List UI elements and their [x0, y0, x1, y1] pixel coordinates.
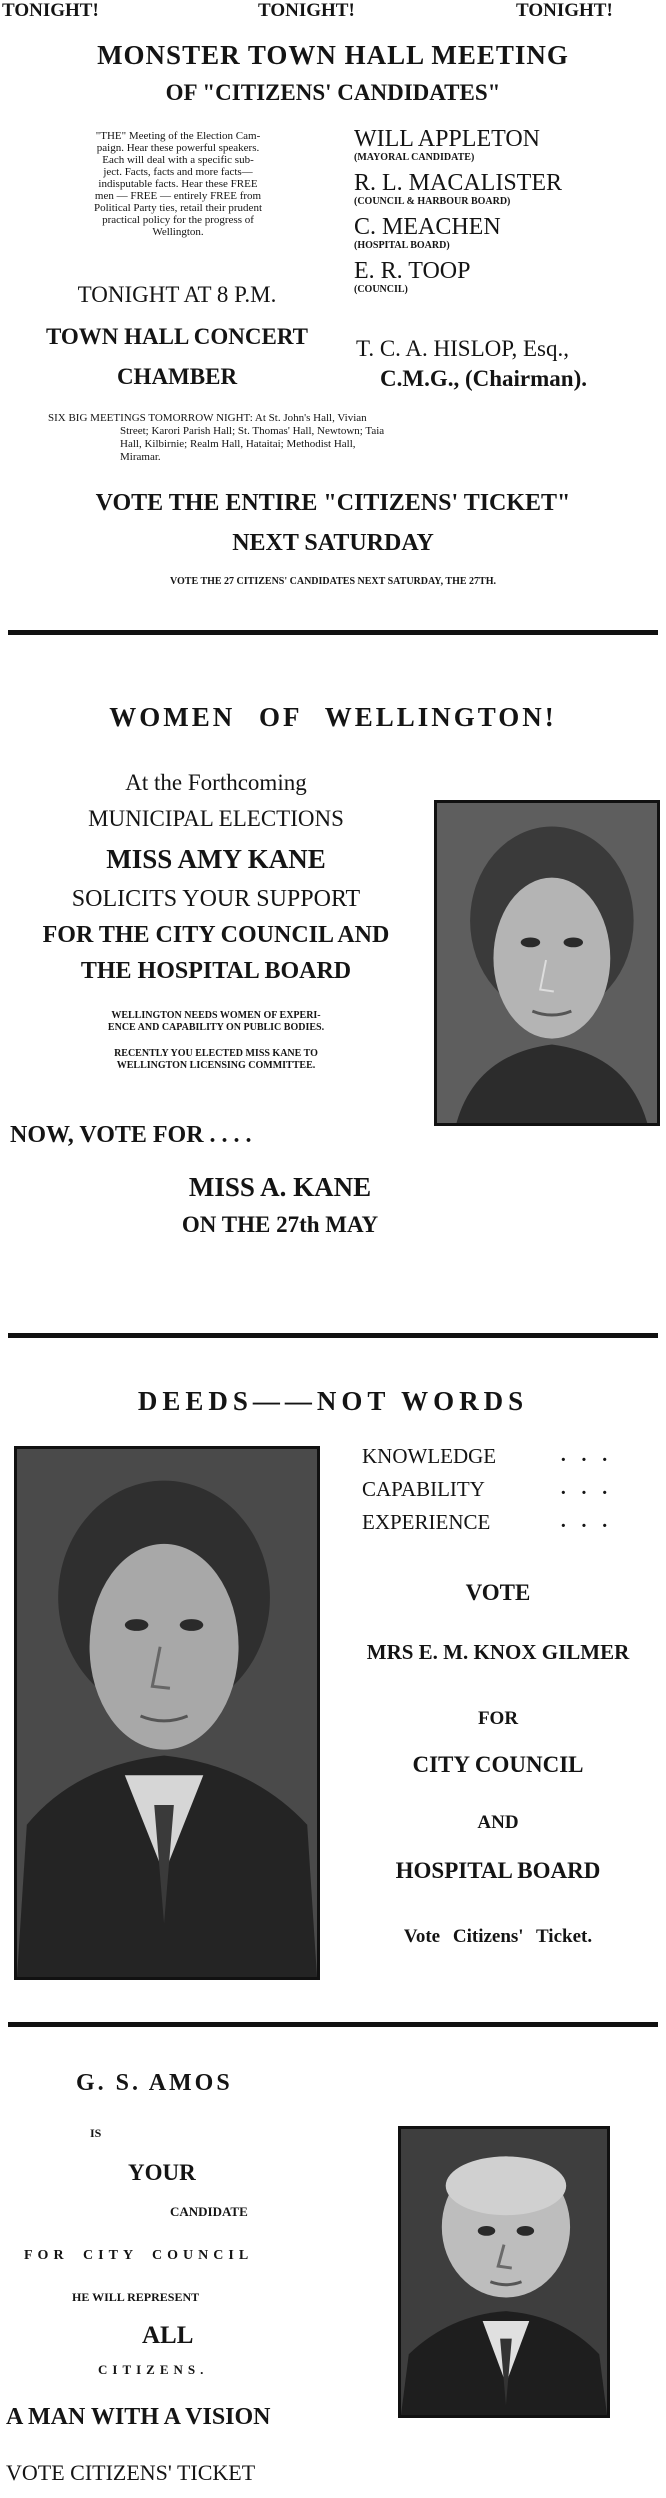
blurb-line: practical policy for the progress of	[102, 214, 254, 226]
meeting-blurb	[14, 130, 342, 238]
blurb-line: "THE" Meeting of the Election Cam-	[95, 130, 261, 142]
section-divider	[8, 1333, 658, 1338]
speaker-list	[354, 126, 664, 302]
portrait-photo-icon	[401, 2129, 607, 2415]
blurb-line: indisputable facts. Hear these FREE	[98, 178, 258, 190]
chairman-line-1: T. C. A. HISLOP, Esq.,	[356, 336, 569, 361]
amos-name: G. S. AMOS	[76, 2070, 233, 2096]
kane-line-5: FOR THE CITY COUNCIL AND	[42, 922, 390, 948]
amos-candidate: CANDIDATE	[170, 2204, 248, 2219]
portrait-photo-icon	[437, 803, 657, 1123]
speaker-name: C. MEACHEN	[354, 214, 501, 240]
blurb-line: Each will deal with a specific sub-	[102, 154, 254, 166]
amos-citizens: CITIZENS.	[98, 2362, 209, 2377]
speaker-role: (HOSPITAL BOARD)	[354, 240, 450, 251]
chairman-line-2: C.M.G., (Chairman).	[380, 366, 587, 391]
venue-line-1: TOWN HALL CONCERT	[45, 324, 309, 349]
section-divider	[8, 630, 658, 635]
other-meetings	[48, 412, 628, 464]
kane-line-2: MUNICIPAL ELECTIONS	[88, 806, 344, 831]
kane-line-1: At the Forthcoming	[125, 770, 307, 795]
blurb-line: ject. Facts, facts and more facts—	[103, 166, 253, 178]
qualities-list	[362, 1440, 496, 1539]
meetings-line: Miramar.	[120, 451, 161, 463]
vote-next-saturday: NEXT SATURDAY	[232, 530, 434, 556]
tonight-banner-right: TONIGHT!	[516, 0, 613, 21]
meeting-time: TONIGHT AT 8 P.M.	[77, 282, 277, 307]
amos-for-city-council: FOR CITY COUNCIL	[24, 2248, 254, 2263]
amos-all: ALL	[142, 2322, 194, 2349]
knox-office-1: CITY COUNCIL	[412, 1752, 584, 1777]
speaker-name: WILL APPLETON	[354, 126, 540, 152]
deeds-heading: DEEDS——NOT WORDS	[137, 1386, 529, 1416]
blurb-line: men — FREE — entirely FREE from	[94, 190, 262, 202]
amy-kane-portrait	[434, 800, 660, 1126]
blurb-line: Wellington.	[152, 226, 204, 238]
kane-line-6: THE HOSPITAL BOARD	[80, 958, 352, 984]
knox-office-2: HOSPITAL BOARD	[395, 1858, 601, 1883]
quality-item: EXPERIENCE	[362, 1510, 491, 1534]
meeting-subtitle: OF "CITIZENS' CANDIDATES"	[165, 80, 501, 105]
kane-small-1b: ENCE AND CAPABILITY ON PUBLIC BODIES.	[107, 1022, 325, 1033]
speaker-role: (MAYORAL CANDIDATE)	[354, 152, 475, 163]
kane-line-4: SOLICITS YOUR SUPPORT	[71, 886, 361, 912]
portrait-photo-icon	[17, 1449, 317, 1977]
knox-and: AND	[477, 1812, 519, 1833]
meetings-line: Street; Karori Parish Hall; St. Thomas' Hall, Newtown; Taia	[120, 425, 385, 437]
dot-row: ···	[560, 1515, 623, 1537]
meetings-line: Hall, Kilbirnie; Realm Hall, Hataitai; Methodist Hall,	[120, 438, 356, 450]
kane-vote-date: ON THE 27th MAY	[181, 1212, 379, 1237]
kane-small-2b: WELLINGTON LICENSING COMMITTEE.	[116, 1060, 316, 1071]
dot-row: ···	[560, 1482, 623, 1504]
vote-ticket-line: VOTE THE ENTIRE "CITIZENS' TICKET"	[95, 490, 571, 516]
speaker-role: (COUNCIL)	[354, 284, 408, 295]
knox-for: FOR	[477, 1708, 519, 1729]
women-heading: WOMEN OF WELLINGTON!	[109, 702, 557, 732]
meeting-title: MONSTER TOWN HALL MEETING	[97, 40, 569, 70]
tonight-banner-left: TONIGHT!	[2, 0, 99, 21]
kane-vote-name: MISS A. KANE	[188, 1172, 372, 1202]
vote-27-candidates: VOTE THE 27 CITIZENS' CANDIDATES NEXT SATURDAY, THE 27TH.	[169, 576, 496, 587]
amos-vision: A MAN WITH A VISION	[6, 2404, 271, 2430]
quality-dots	[560, 1444, 622, 1543]
knox-vote: VOTE	[465, 1580, 531, 1605]
blurb-line: Political Party ties, retail their prudent	[93, 202, 262, 214]
dot-row: ···	[560, 1449, 623, 1471]
meetings-line: SIX BIG MEETINGS TOMORROW NIGHT: At St. John's Hall, Vivian	[48, 412, 367, 424]
knox-ticket: Vote Citizens' Ticket.	[403, 1926, 593, 1947]
section-divider	[8, 2022, 658, 2027]
venue-line-2: CHAMBER	[116, 364, 238, 389]
knox-gilmer-portrait	[14, 1446, 320, 1980]
amos-portrait	[398, 2126, 610, 2418]
speaker-role: (COUNCIL & HARBOUR BOARD)	[354, 196, 511, 207]
tonight-banner-center: TONIGHT!	[258, 0, 355, 21]
now-vote-for: NOW, VOTE FOR . . . .	[10, 1122, 252, 1148]
amos-vote-ticket: VOTE CITIZENS' TICKET	[6, 2460, 256, 2485]
kane-small-1a: WELLINGTON NEEDS WOMEN OF EXPERI-	[111, 1010, 321, 1021]
amos-is: IS	[90, 2126, 102, 2140]
amos-represent: HE WILL REPRESENT	[72, 2290, 200, 2304]
amos-your: YOUR	[128, 2160, 196, 2185]
knox-name: MRS E. M. KNOX GILMER	[366, 1640, 630, 1664]
blurb-line: paign. Hear these powerful speakers.	[96, 142, 260, 154]
quality-item: CAPABILITY	[362, 1477, 485, 1501]
speaker-name: R. L. MACALISTER	[354, 170, 563, 196]
quality-item: KNOWLEDGE	[362, 1444, 497, 1468]
kane-small-2a: RECENTLY YOU ELECTED MISS KANE TO	[114, 1048, 318, 1059]
kane-name-heading: MISS AMY KANE	[106, 844, 326, 874]
speaker-name: E. R. TOOP	[354, 258, 471, 284]
